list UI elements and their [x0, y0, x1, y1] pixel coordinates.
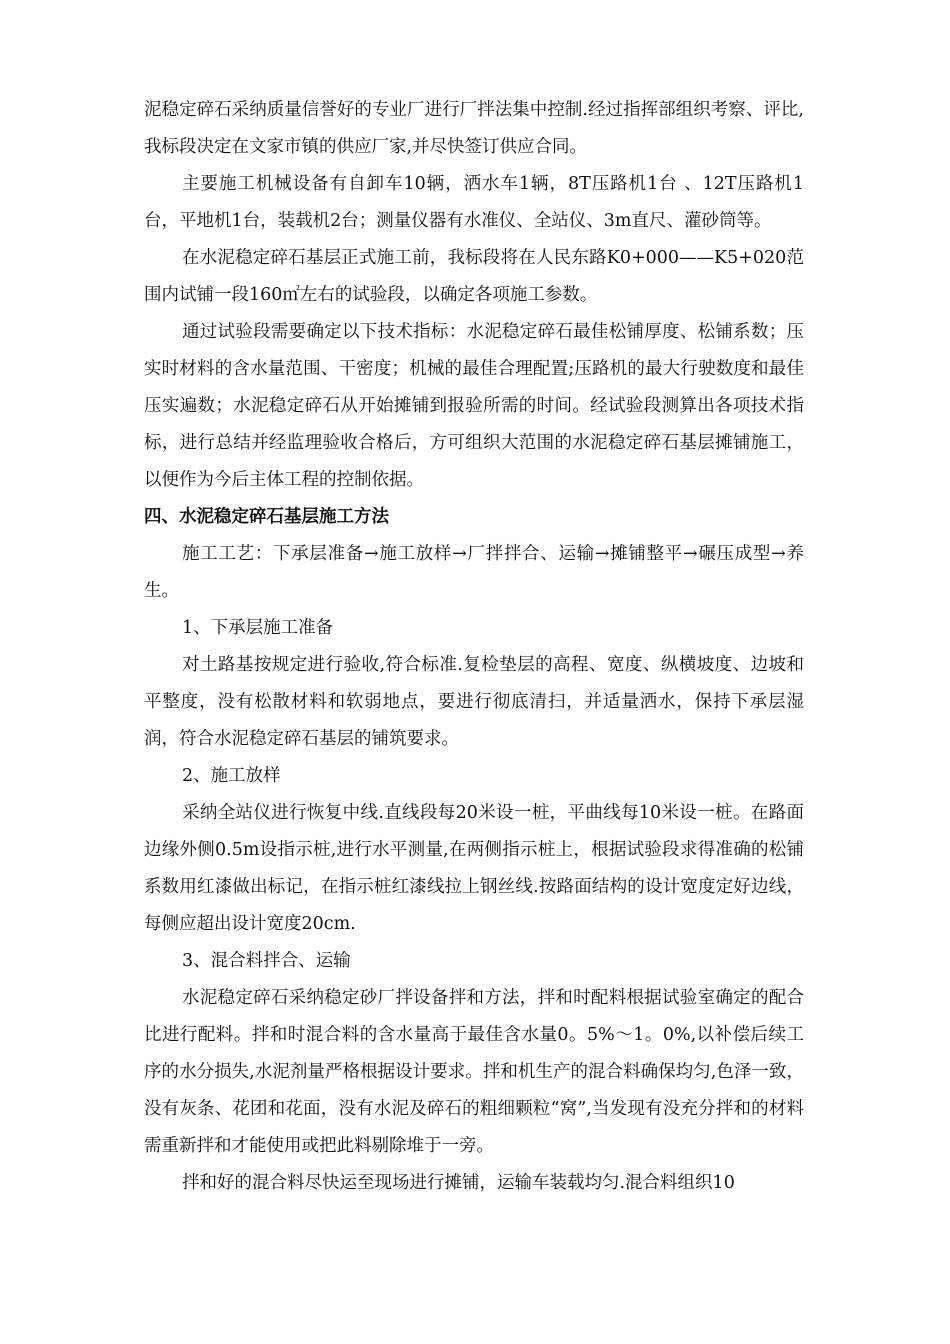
paragraph: 主要施工机械设备有自卸车10辆，洒水车1辆，8T压路机1台 、12T压路机1台，平地机1台，装载机2台；测量仪器有水准仪、全站仪、3m直尺、灌砂筒等。: [144, 174, 804, 231]
paragraph: 拌和好的混合料尽快运至现场进行摊铺，运输车装载均匀.混合料组织10: [182, 1173, 735, 1193]
subsection-title: 3、混合料拌合、运输: [182, 951, 351, 971]
paragraph: 通过试验段需要确定以下技术指标：水泥稳定碎石最佳松铺厚度、松铺系数；压实时材料的含水量范围、干密度；机械的最佳合理配置;压路机的最大行驶数度和最佳压实遍数；水泥稳定碎石从开始摊铺到报验所需的时间。经试验段测算出各项技术指标，进行总结并经监理验收合格后，方可组织大范围的水泥稳定碎石基层摊铺施工，以便作为今后主体工程的控制依据。: [144, 322, 804, 490]
subsection-title: 1、下承层施工准备: [182, 618, 334, 638]
section-heading: 四、水泥稳定碎石基层施工方法: [144, 507, 389, 527]
paragraph: 对土路基按规定进行验收,符合标准.复检垫层的高程、宽度、纵横坡度、边坡和平整度，没有松散材料和软弱地点，要进行彻底清扫，并适量洒水，保持下承层湿润，符合水泥稳定碎石基层的铺筑要求。: [144, 655, 804, 749]
paragraph: 施工工艺：下承层准备→施工放样→厂拌拌合、运输→摊铺整平→碾压成型→养生。: [144, 544, 804, 601]
paragraph: 在水泥稳定碎石基层正式施工前，我标段将在人民东路K0+000——K5+020范围内试铺一段160㎡左右的试验段，以确定各项施工参数。: [144, 248, 804, 305]
subsection-title: 2、施工放样: [182, 766, 281, 786]
paragraph: 采纳全站仪进行恢复中线.直线段每20米设一桩，平曲线每10米设一桩。在路面边缘外侧0.5m设指示桩,进行水平测量,在两侧指示桩上，根据试验段求得准确的松铺系数用红漆做出标记，在指示桩红漆线拉上钢丝线.按路面结构的设计宽度定好边线，每侧应超出设计宽度20cm.: [144, 803, 804, 934]
paragraph: 泥稳定碎石采纳质量信誉好的专业厂进行厂拌法集中控制.经过指挥部组织考察、评比,我标段决定在文家市镇的供应厂家,并尽快签订供应合同。: [144, 100, 804, 157]
paragraph: 水泥稳定碎石采纳稳定砂厂拌设备拌和方法，拌和时配料根据试验室确定的配合比进行配料。拌和时混合料的含水量高于最佳含水量0。5%～1。0%,以补偿后续工序的水分损失,水泥剂量严格根据设计要求。拌和机生产的混合料确保均匀,色泽一致，没有灰条、花团和花面，没有水泥及碎石的粗细颗粒“窝”,当发现有没充分拌和的材料需重新拌和才能使用或把此料剔除堆于一旁。: [144, 988, 804, 1156]
document-body: [144, 92, 804, 1202]
